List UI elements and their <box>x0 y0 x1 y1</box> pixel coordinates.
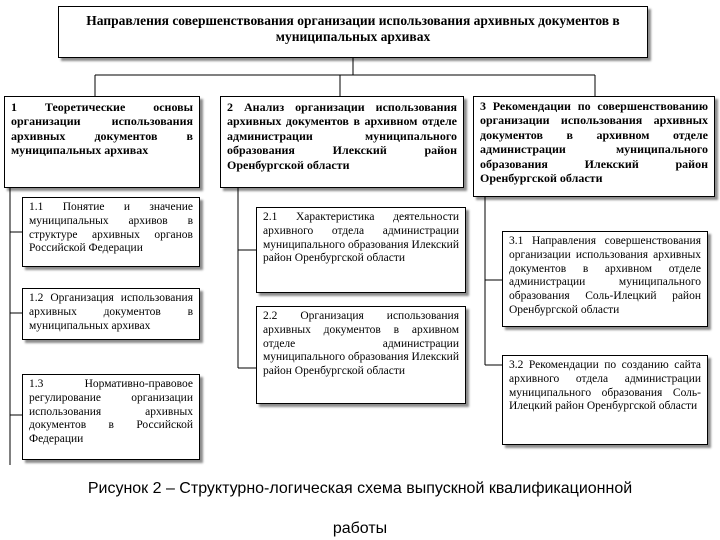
item-1-1-box <box>22 197 200 267</box>
figure-caption-line-1: Рисунок 2 – Структурно-логическая схема выпускной квалификационной <box>87 480 633 497</box>
item-3-1-box <box>502 231 708 327</box>
item-1-2-box <box>22 288 200 340</box>
section-3-box <box>473 96 715 197</box>
item-2-1-box <box>256 207 466 293</box>
item-3-2-text: 3.2 Рекомендации по созданию сайта архивного отдела администрации муниципального образования Соль-Илецкий район Оренбургской области <box>509 359 701 413</box>
section-2-box <box>220 96 464 188</box>
figure-caption-line-2: работы <box>332 520 388 537</box>
item-1-1-text: 1.1 Понятие и значение муниципальных архивов в структуре архивных органов Российской Федерации <box>29 201 193 255</box>
item-3-2-box <box>502 355 708 445</box>
section-1-heading: 1 Теоретические основы организации использования архивных документов в муниципальных архивах <box>11 100 193 158</box>
item-2-2-text: 2.2 Организация использования архивных документов в архивном отделе администрации муниципального образования Илекский район Оренбургской области <box>263 310 459 378</box>
item-1-2-text: 1.2 Организация использования архивных документов в муниципальных архивах <box>29 292 193 332</box>
item-2-1-text: 2.1 Характеристика деятельности архивного отдела администрации муниципального образования Илекский район Оренбургской области <box>263 211 459 265</box>
section-3-heading: 3 Рекомендации по совершенствованию организации использования архивных документов в архивном отделе администрации муниципального образования Илекский район Оренбургской области <box>480 99 708 185</box>
section-2-heading: 2 Анализ организации использования архивных документов в архивном отделе администрации муниципального образования Илекский район Оренбургской области <box>227 100 457 172</box>
diagram-title-box <box>58 6 648 58</box>
section-1-box <box>4 96 200 188</box>
item-2-2-box <box>256 306 466 404</box>
item-3-1-text: 3.1 Направления совершенствования организации использования архивных документов в архивном отделе администрации муниципального образования Соль-Илецкий район Оренбургской области <box>509 235 701 316</box>
item-1-3-text: 1.3 Нормативно-правовое регулирование организации использования архивных документов в Российской Федерации <box>29 378 193 446</box>
diagram-title: Направления совершенствования организации использования архивных документов в муниципальных архивах <box>86 13 620 45</box>
item-1-3-box <box>22 374 200 460</box>
